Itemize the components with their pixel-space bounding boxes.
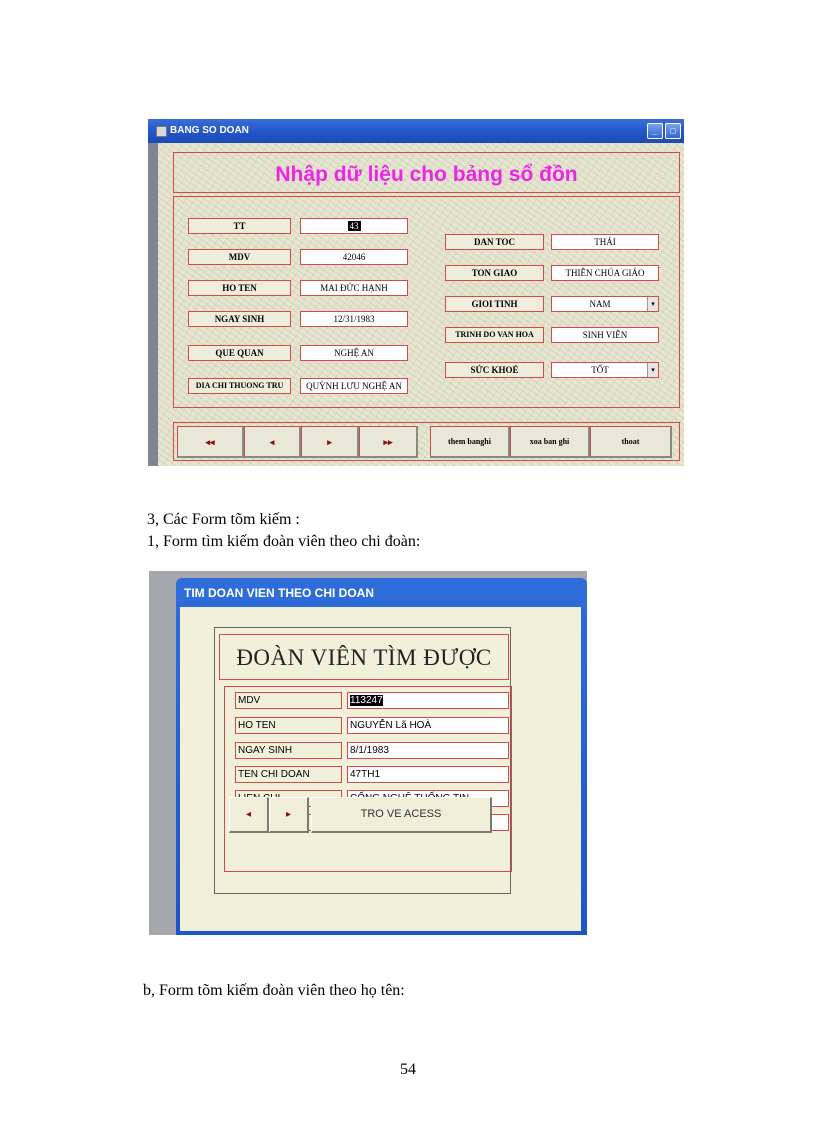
section-heading-search-forms: 3, Các Form tõm kiếm :	[147, 511, 300, 528]
label-mdv: MDV	[235, 692, 342, 709]
prev-record-icon: ◂	[269, 437, 275, 447]
input-ngay-sinh[interactable]: 8/1/1983	[347, 742, 509, 759]
window-title: BANG SO DOAN	[170, 125, 249, 136]
label-trinh-do: TRINH DO VAN HOA	[445, 327, 544, 343]
subheading-search-by-branch: 1, Form tìm kiếm đoàn viên theo chi đoàn:	[147, 533, 421, 550]
label-ngay-sinh: NGAY SINH	[235, 742, 342, 759]
minimize-icon[interactable]: _	[647, 123, 663, 139]
label-que-quan: QUE QUAN	[188, 345, 291, 361]
dropdown-arrow-icon[interactable]: ▾	[647, 363, 658, 377]
input-ho-ten[interactable]: NGUYỄN Lã HOÀ	[347, 717, 509, 734]
label-dia-chi: DIA CHI THUONG TRU	[188, 378, 291, 394]
dropdown-arrow-icon[interactable]: ▾	[647, 297, 658, 311]
delete-record-button[interactable]: xoa ban ghi	[510, 426, 590, 458]
bang-so-doan-window	[148, 119, 684, 466]
prev-record-button[interactable]	[244, 426, 301, 458]
subheading-search-by-name: b, Form tõm kiếm đoàn viên theo họ tên:	[143, 982, 405, 999]
select-gioi-tinh-value: NAM	[589, 299, 611, 309]
return-to-access-button[interactable]: TRO VE ACESS	[311, 797, 492, 833]
label-tt: TT	[188, 218, 291, 234]
window-title: TIM DOAN VIEN THEO CHI DOAN	[184, 586, 375, 600]
last-record-icon: ▸▸	[383, 437, 393, 447]
input-mdv[interactable]: 42046	[300, 249, 408, 265]
input-ten-chi-doan[interactable]: 47TH1	[347, 766, 509, 783]
first-record-icon: ◂◂	[205, 437, 215, 447]
label-suc-khoe: SỨC KHOẺ	[445, 362, 544, 378]
label-ngay-sinh: NGAY SINH	[188, 311, 291, 327]
input-ho-ten[interactable]: MAI ĐỨC HẠNH	[300, 280, 408, 296]
window-titlebar	[148, 119, 684, 143]
heading-box	[173, 152, 680, 193]
window-frame	[176, 578, 587, 935]
next-record-icon: ▸	[327, 437, 332, 447]
input-que-quan[interactable]: NGHỆ AN	[300, 345, 408, 361]
form-heading: Nhập dữ liệu cho bảng sổ đồn	[275, 163, 578, 186]
fields-panel	[224, 686, 512, 872]
maximize-icon[interactable]: □	[665, 123, 681, 139]
next-record-button[interactable]	[301, 426, 359, 458]
form-client-area	[180, 607, 581, 931]
exit-button[interactable]: thoat	[590, 426, 672, 458]
label-ho-ten: HO TEN	[188, 280, 291, 296]
input-dan-toc[interactable]: THÁI	[551, 234, 659, 250]
input-trinh-do[interactable]: SINH VIÊN	[551, 327, 659, 343]
label-mdv: MDV	[188, 249, 291, 265]
select-suc-khoe-value: TỐT	[591, 365, 609, 375]
select-gioi-tinh[interactable]	[551, 296, 659, 312]
page-number: 54	[400, 1061, 416, 1078]
label-dan-toc: DAN TOC	[445, 234, 544, 250]
input-ton-giao[interactable]: THIÊN CHÚA GIÁO	[551, 265, 659, 281]
last-record-button[interactable]	[359, 426, 418, 458]
input-mdv-value: 113247	[350, 695, 383, 706]
input-ngay-sinh[interactable]: 12/31/1983	[300, 311, 408, 327]
label-ho-ten: HO TEN	[235, 717, 342, 734]
tim-doan-vien-window	[149, 571, 587, 935]
select-suc-khoe[interactable]	[551, 362, 659, 378]
label-ten-chi-doan: TEN CHI DOAN	[235, 766, 342, 783]
next-record-icon: ▸	[285, 809, 292, 820]
first-record-button[interactable]	[177, 426, 244, 458]
label-ton-giao: TON GIAO	[445, 265, 544, 281]
input-dia-chi[interactable]: QUỲNH LƯU NGHỆ AN	[300, 378, 408, 394]
input-tt-value: 43	[349, 221, 359, 231]
app-icon	[156, 126, 167, 137]
input-tt[interactable]	[300, 218, 408, 234]
form-client-area	[158, 143, 684, 466]
label-gioi-tinh: GIOI TINH	[445, 296, 544, 312]
prev-record-button[interactable]	[229, 797, 269, 833]
add-record-button[interactable]: them banghi	[430, 426, 510, 458]
input-mdv[interactable]	[347, 692, 509, 709]
next-record-button[interactable]	[269, 797, 309, 833]
record-navigation-bar	[173, 422, 680, 461]
form-heading: ĐOÀN VIÊN TÌM ĐƯỢC	[236, 645, 492, 670]
heading-box	[219, 634, 509, 680]
prev-record-icon: ◂	[245, 809, 252, 820]
